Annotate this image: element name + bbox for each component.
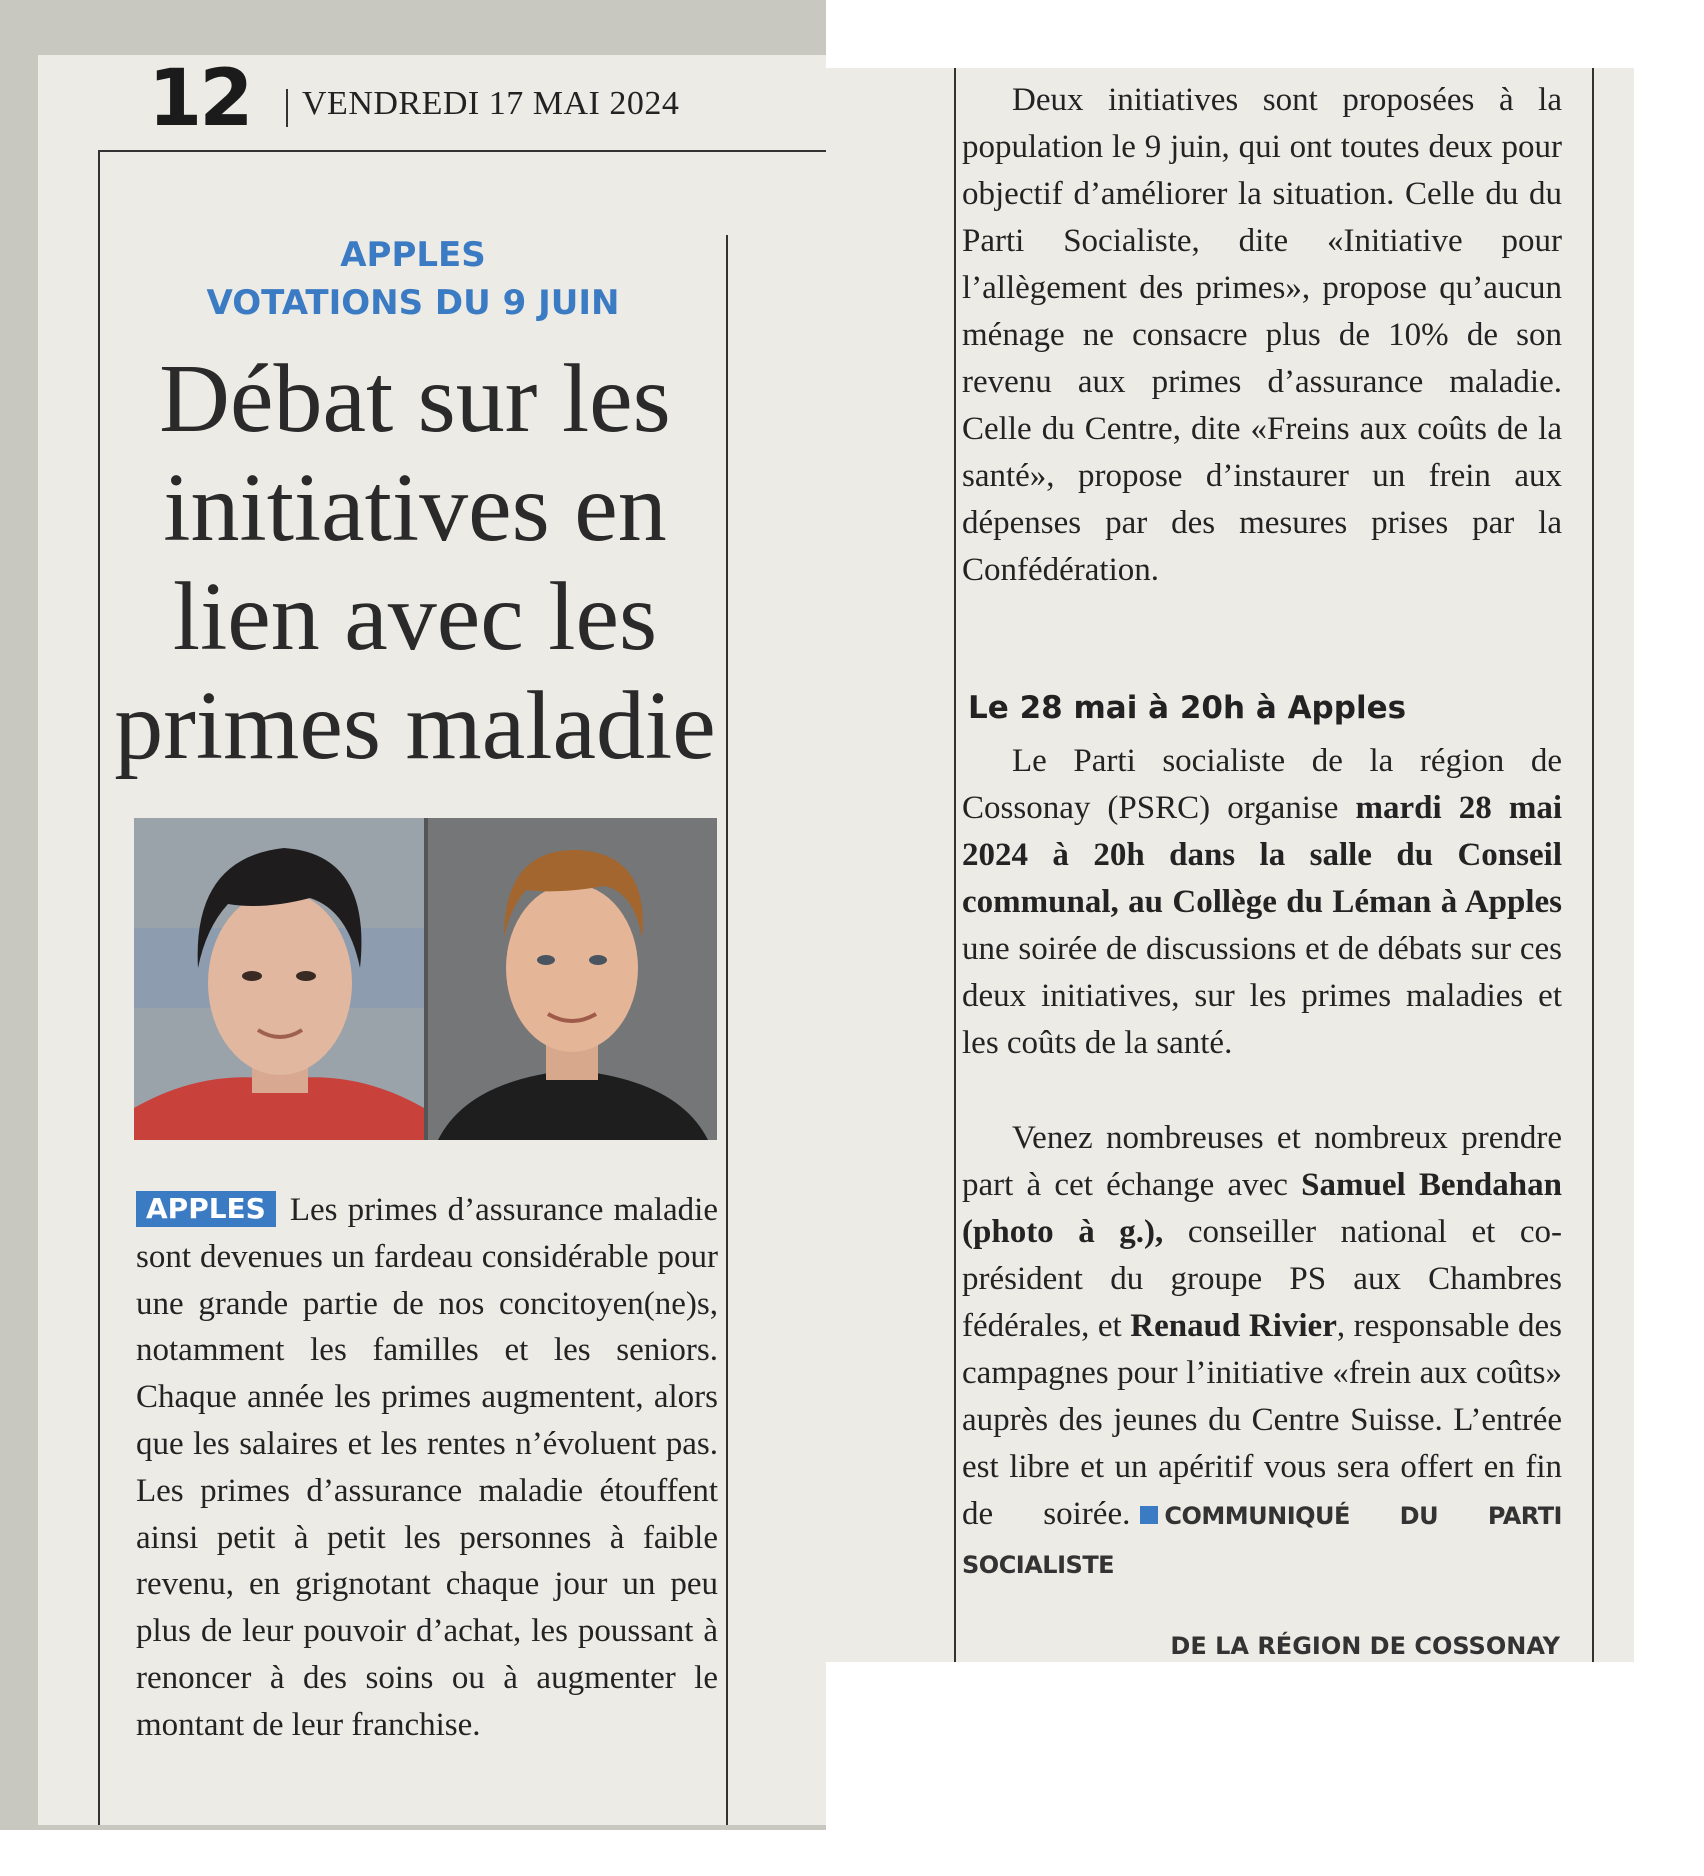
lead-text: Les primes d’assurance maladie sont devenues un fardeau considérable pour une grande partie de nos concitoyen(ne)s, notamment les familles et les seniors. Chaque année les primes augmentent, alors que les salaires et les rentes n’évoluent pas. Les primes d’assurance maladie étouffent ainsi petit à petit les personnes à faible revenu, en grignotant chaque jour un peu plus de leur pouvoir d’achat, les poussant à renoncer à des soins ou à augmenter le montant de leur franchise. [136, 1192, 718, 1743]
frame-rule-top [98, 150, 826, 152]
invite-text-middle: conseiller national et co-président du groupe PS aux Chambres fédérales, et [962, 1214, 1562, 1344]
portrait-photo-right [428, 818, 717, 1140]
invite-text-end: , responsable des campagnes pour l’initiative «frein aux coûts» auprès des jeunes du Centre Suisse. L’entrée est libre et un apéritif vous sera offert en fin de soirée. [962, 1308, 1562, 1532]
invite-text-start: Venez nombreuses et nombreux prendre part à cet échange avec [962, 1120, 1562, 1203]
page-header [98, 54, 818, 144]
kicker-topic: VOTATIONS DU 9 JUIN [206, 283, 620, 323]
article-headline: Débat sur les initiatives en lien avec les primes maladie [114, 345, 716, 780]
credit-line-2: DE LA RÉGION DE COSSONAY [1170, 1632, 1560, 1660]
invite-name-2: Renaud Rivier [1130, 1308, 1337, 1344]
invite-name-1: Samuel Bendahan (photo à g.), [962, 1167, 1562, 1250]
intro-paragraph: Deux initiatives sont proposées à la population le 9 juin, qui ont toutes deux pour objectif d’améliorer la situation. Celle du du Parti Socialiste, dite «Initiative pour l’allègement des primes», propose qu’aucun ménage ne consacre plus de 10% de son revenu aux primes d’assurance maladie. Celle du Centre, dite «Freins aux coûts de la santé», propose d’instaurer un frein aux dépenses par des mesures prises par la Confédération. [962, 82, 1562, 588]
lead-location-tag: APPLES [136, 1191, 276, 1227]
frame-rule-left-right [954, 68, 956, 1662]
credit-square-icon [1140, 1506, 1158, 1524]
event-text-start: Le Parti socialiste de la région de Cossonay (PSRC) organise [962, 743, 1562, 826]
clipping-left-column [38, 55, 826, 1825]
event-text-bold: mardi 28 mai 2024 à 20h dans la salle du Conseil communal, au Collège du Léman à Apples [962, 790, 1562, 920]
frame-rule-right-right [1592, 68, 1594, 1662]
kicker-location: APPLES [340, 235, 486, 275]
event-paragraph [962, 738, 1562, 1067]
invite-paragraph [962, 1115, 1562, 1589]
credit-line-1: COMMUNIQUÉ DU PARTI SOCIALISTE [962, 1502, 1562, 1579]
header-separator [286, 89, 288, 127]
page-number: 12 [148, 54, 251, 144]
portrait-right-illustration [428, 818, 717, 1140]
page-date: VENDREDI 17 MAI 2024 [302, 85, 680, 122]
event-subheading: Le 28 mai à 20h à Apples [968, 690, 1407, 726]
portrait-photo-left [134, 818, 424, 1140]
event-text-end: une soirée de discussions et de débats sur ces deux initiatives, sur les primes maladies et les coûts de la santé. [962, 931, 1562, 1061]
photo-pair [134, 818, 717, 1140]
portrait-left-illustration [134, 818, 424, 1140]
lead-paragraph [136, 1187, 718, 1749]
